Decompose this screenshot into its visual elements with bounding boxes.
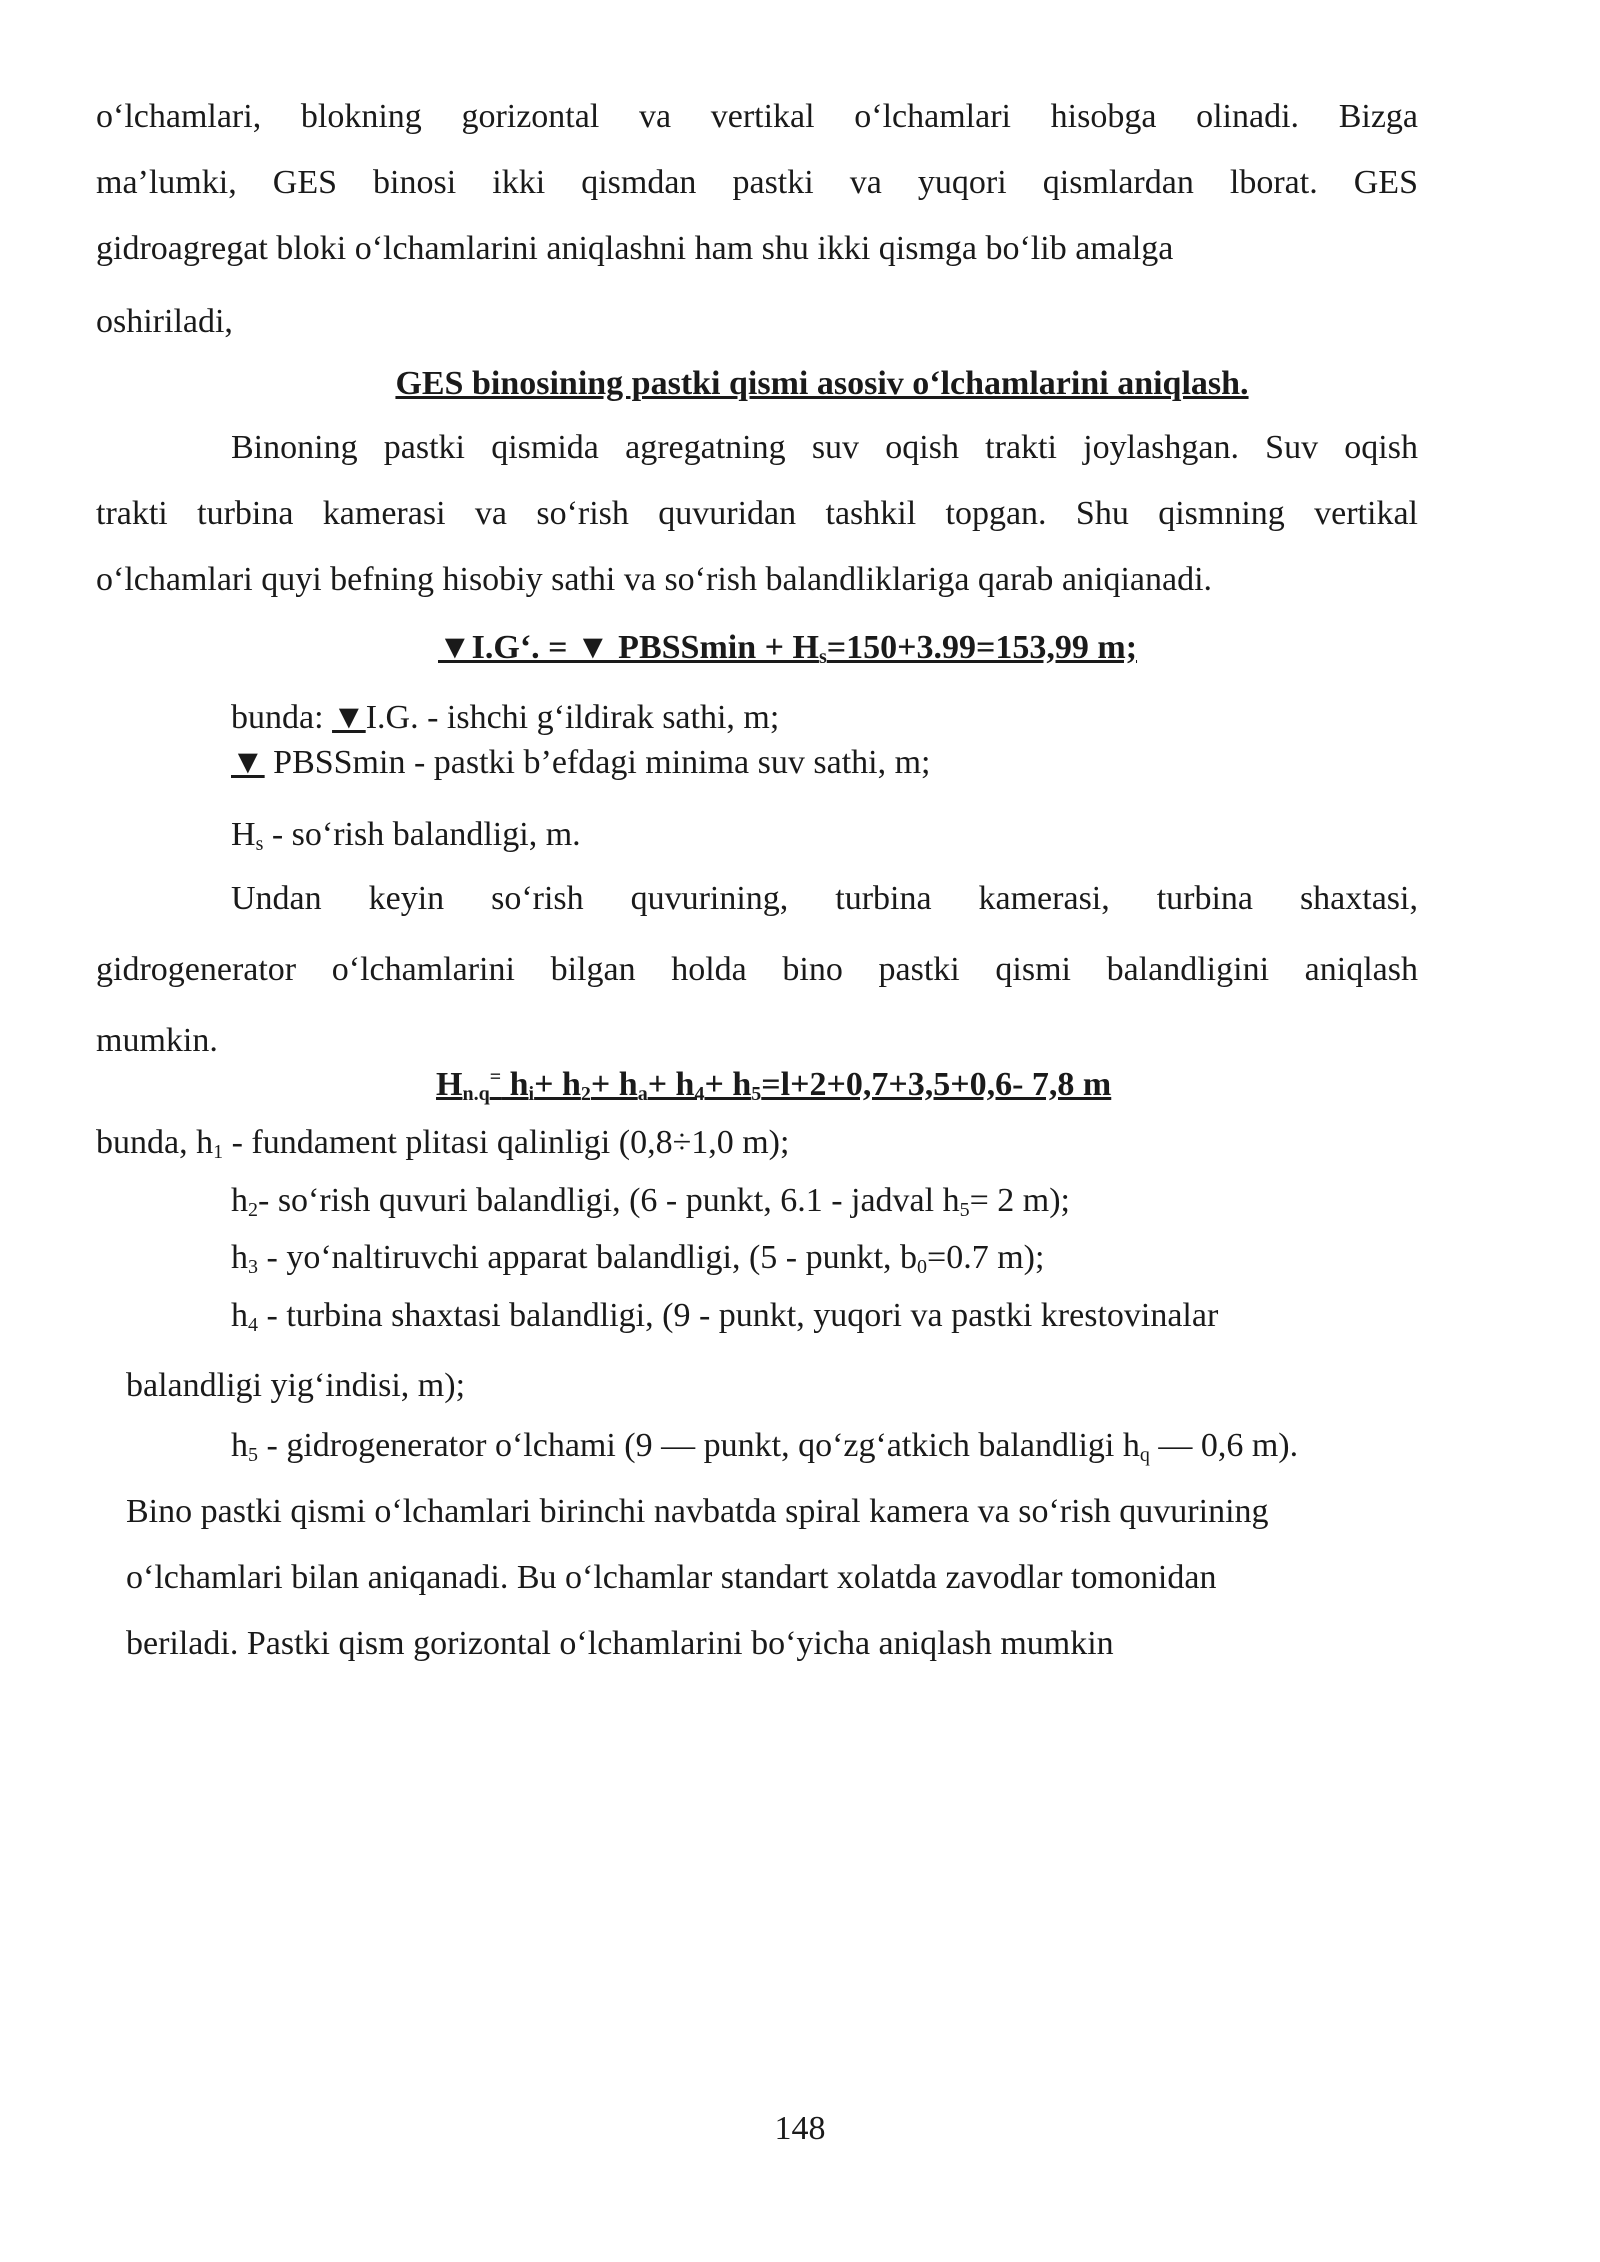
- paragraph-line: o‘lchamlari, blokning gorizontal va vertikal o‘lchamlari hisobga olinadi. Bizga: [96, 98, 1418, 135]
- paragraph-line: trakti turbina kamerasi va so‘rish quvuridan tashkil topgan. Shu qismning vertikal: [96, 495, 1418, 532]
- list-item-continuation: balandligi yig‘indisi, m);: [126, 1367, 466, 1404]
- level-symbol-icon: ▼: [231, 744, 265, 781]
- level-symbol-icon: ▼: [332, 699, 366, 736]
- section-heading: GES binosining pastki qismi asosiv o‘lchamlarini aniqlash.: [395, 365, 1249, 402]
- definition-line: bunda: ▼I.G. - ishchi g‘ildirak sathi, m;: [231, 699, 780, 736]
- paragraph-line: gidrogenerator o‘lchamlarini bilgan holda bino pastki qismi balandligini aniqlash: [96, 951, 1418, 988]
- formula-level: ▼I.G‘. = ▼ PBSSmin + $H_s=150+3.99=153,99$ m;: [438, 629, 1138, 668]
- paragraph-line: o‘lchamlari quyi befning hisobiy sathi va so‘rish balandliklariga qarab aniqianadi.: [96, 561, 1213, 598]
- paragraph-line: ma’lumki, GES binosi ikki qismdan pastki va yuqori qismlardan lborat. GES: [96, 164, 1418, 201]
- paragraph-line: beriladi. Pastki qism gorizontal o‘lchamlarini bo‘yicha aniqlash mumkin: [126, 1625, 1114, 1662]
- list-item: $h_5$ - gidrogenerator o‘lchami (9 — punkt, qo‘zg‘atkich balandligi $h_q$ — 0,6 m).: [231, 1427, 1299, 1466]
- list-item: $h_4$ - turbina shaxtasi balandligi, (9 - punkt, yuqori va pastki krestovinalar: [231, 1297, 1219, 1336]
- paragraph-line: oshiriladi,: [96, 303, 233, 340]
- formula-height: $H_{n.q}^=$ $h_i+ h_2+ h_a+ h_4+ h_5=l+2+0,7+3,5+0,6-$ 7,8 m: [436, 1066, 1112, 1105]
- paragraph-line: gidroagregat bloki o‘lchamlarini aniqlashni ham shu ikki qismga bo‘lib amalga: [96, 230, 1174, 267]
- page-number: 148: [774, 2110, 826, 2147]
- paragraph-line: o‘lchamlari bilan aniqanadi. Bu o‘lchamlar standart xolatda zavodlar tomonidan: [126, 1559, 1217, 1596]
- paragraph-line: mumkin.: [96, 1022, 218, 1059]
- paragraph-line: Binoning pastki qismida agregatning suv oqish trakti joylashgan. Suv oqish: [231, 429, 1418, 466]
- definition-line: ▼ PBSSmin - pastki b’efdagi minima suv sathi, m;: [231, 744, 931, 781]
- paragraph-line: Undan keyin so‘rish quvurining, turbina kamerasi, turbina shaxtasi,: [231, 880, 1418, 917]
- paragraph-line: Bino pastki qismi o‘lchamlari birinchi navbatda spiral kamera va so‘rish quvurining: [126, 1493, 1269, 1530]
- list-item: $h_2-$ so‘rish quvuri balandligi, (6 - punkt, 6.1 - jadval $h_5= 2$ m);: [231, 1182, 1070, 1221]
- list-item: $h_3$ - yo‘naltiruvchi apparat balandligi, (5 - punkt, $b_0=0.7$ m);: [231, 1239, 1045, 1278]
- definition-line: $H_s$ - so‘rish balandligi, m.: [231, 816, 581, 855]
- list-item: bunda, $h_1$ - fundament plitasi qalinligi (0,8÷1,0 m);: [96, 1124, 790, 1163]
